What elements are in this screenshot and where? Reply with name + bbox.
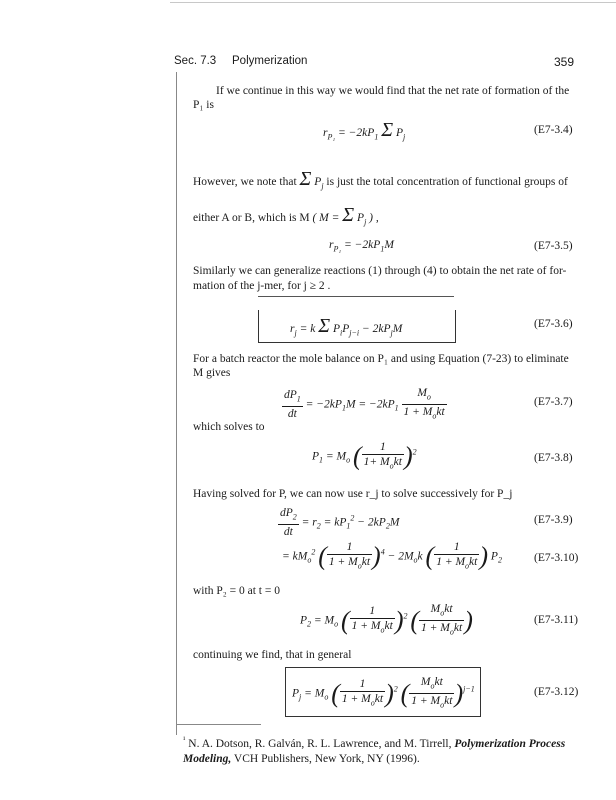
paragraph-2 xyxy=(193,168,568,193)
paragraph-1-line-1: If we continue in this way we would find that the net rate of formation of the xyxy=(216,85,570,97)
equation-e7-3-7: $\frac{dP_1}{dt}$ = $-2kP_1M = -2kP_1$ $\frac{M_o}{1 + M_okt}$ xyxy=(284,387,445,421)
equation-label-e7-3-6: (E7-3.6) xyxy=(534,318,573,330)
footnote-book-title: Polymerization Process Modeling, xyxy=(183,737,566,765)
section-title: Polymerization xyxy=(232,55,308,67)
paragraph-7: Having solved for P, we can now use r_j to solve successively for P_j xyxy=(193,488,513,500)
equation-label-e7-3-4: (E7-3.4) xyxy=(534,124,573,136)
margin-bar xyxy=(176,72,177,735)
m-definition: ( M = Σ $P_j$ ) , xyxy=(312,204,379,227)
equation-e7-3-4: $r_{P_1} = -2kP_1$ Σ $P_j$ xyxy=(323,119,406,142)
paragraph-4-line-1: Similarly we can generalize reactions (1) through (4) to obtain the net rate of for- xyxy=(193,265,567,277)
equation-label-e7-3-9: (E7-3.9) xyxy=(534,514,573,526)
equation-label-e7-3-7: (E7-3.7) xyxy=(534,396,573,408)
equation-label-e7-3-8: (E7-3.8) xyxy=(534,452,573,464)
equation-e7-3-5: $r_{P_1} = -2kP_1M$ xyxy=(329,239,394,254)
paragraph-3 xyxy=(193,204,379,229)
equation-e7-3-8: $P_1 = M_o$ ( $\frac{1}{1+ M_okt}$ )$^2$ xyxy=(312,441,417,471)
box-top-rule xyxy=(258,296,454,297)
equation-e7-3-11: $P_2 = M_o$ ( $\frac{1}{1 + M_okt}$ )$^2$ ( $\frac{M_okt}{1 + M_okt}$ ) xyxy=(300,603,473,637)
paragraph-4-line-2: mation of the j-mer, for j ≥ 2 . xyxy=(193,280,331,292)
equation-e7-3-6: $r_j = k$ Σ $P_iP_{j-i} - 2kP_jM$ xyxy=(290,315,403,338)
paragraph-8: with P₂ = 0 at t = 0 xyxy=(193,585,280,597)
equation-label-e7-3-11: (E7-3.11) xyxy=(534,614,578,626)
page-number: 359 xyxy=(553,55,574,69)
paragraph-3-start: either A or B, which is M xyxy=(193,212,310,224)
equation-e7-3-12: $P_j = M_o$ ( $\frac{1}{1 + M_okt}$ )$^2$ ( $\frac{M_okt}{1 + M_okt}$ )$^{j-1}$ xyxy=(292,676,475,710)
equation-label-e7-3-10: (E7-3.10) xyxy=(534,552,579,564)
paragraph-5-line-1: For a batch reactor the mole balance on P₁ and using Equation (7-23) to eliminate xyxy=(193,353,569,365)
equation-e7-3-9: $\frac{dP_2}{dt}$ = $r_2 = kP_1^2 - 2kP_2M$ xyxy=(280,507,400,539)
footnote-publisher: VCH Publishers, New York, NY (1996). xyxy=(233,752,420,765)
equation-label-e7-3-5: (E7-3.5) xyxy=(534,240,573,252)
paragraph-1-line-2: P₁ is xyxy=(193,99,214,111)
paragraph-6: which solves to xyxy=(193,421,265,433)
top-rule xyxy=(170,2,616,3)
equation-e7-3-10: = $kM_o^2$ ( $\frac{1}{1 + M_okt}$ )$^4 - 2M_ok$ ( $\frac{1}{1 + M_okt}$ ) $P_2$ xyxy=(282,541,502,571)
paragraph-2-start: However, we note that xyxy=(193,176,297,188)
paragraph-5-line-2: M gives xyxy=(193,367,231,379)
section-number: Sec. 7.3 xyxy=(174,55,217,67)
footnote-rule xyxy=(176,724,261,725)
paragraph-2-tail: is just the total concentration of functional groups of xyxy=(326,176,568,188)
equation-label-e7-3-12: (E7-3.12) xyxy=(534,686,579,698)
paragraph-9: continuing we find, that in general xyxy=(193,649,352,661)
footnote-marker: ¹ xyxy=(183,735,186,744)
sum-symbol: Σ $P_j$ xyxy=(299,168,324,191)
footnote-authors: N. A. Dotson, R. Galván, R. L. Lawrence, and M. Tirrell, xyxy=(188,737,452,750)
footnote xyxy=(183,732,583,767)
